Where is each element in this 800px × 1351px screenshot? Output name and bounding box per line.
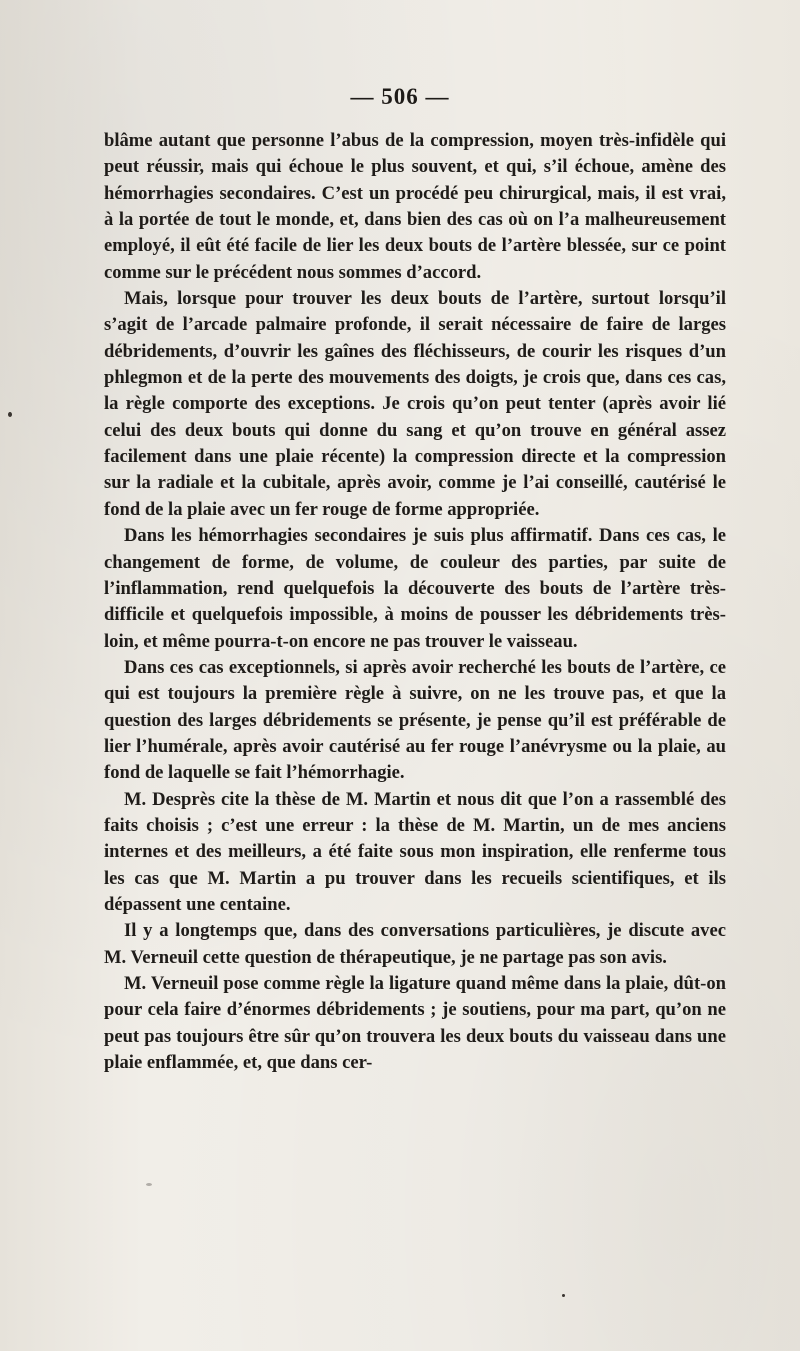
paragraph-3: Dans les hémorrhagies secondaires je suis plus affirmatif. Dans ces cas, le changement de forme, de volume, de couleur des parties, par suite de l’inflammation, rend quelquefois la découverte des bouts de l’artère très-difficile et quelquefois impossible, à moins de pousser les débridements très-loin, et même pourra-t-on encore ne pas trouver le vaisseau.: [104, 525, 726, 652]
paper-speck: [562, 1294, 565, 1297]
page-number: — 506 —: [350, 84, 450, 109]
paper-speck: [8, 412, 12, 417]
paragraph-4: Dans ces cas exceptionnels, si après avoir recherché les bouts de l’artère, ce qui est toujours la première règle à suivre, on ne les trouve pas, et que la question des larges débridements se présente, je pense qu’il est préférable de lier l’humérale, après avoir cautérisé au fer rouge l’anévrysme ou la plaie, au fond de laquelle se fait l’hémorrhagie.: [104, 656, 726, 784]
paragraph-2: Mais, lorsque pour trouver les deux bouts de l’artère, surtout lorsqu’il s’agit de l’arcade palmaire profonde, il serait nécessaire de faire de larges débridements, d’ouvrir les gaînes des fléchisseurs, de courir les risques d’un phlegmon et de la perte des mouvements des doigts, je crois que, dans ces cas, la règle comporte des exceptions. Je crois qu’on peut tenter (après avoir lié celui des deux bouts qui donne du sang et qu’on trouve en général assez facilement dans une plaie récente) la compression directe et la compression sur la radiale et la cubitale, après avoir, comme je l’ai conseillé, cautérisé le fond de la plaie avec un fer rouge de forme appropriée.: [104, 288, 726, 520]
paper-speck: [146, 1183, 152, 1186]
paragraph-7: M. Verneuil pose comme règle la ligature quand même dans la plaie, dût-on pour cela faire d’énormes débridements ; je soutiens, pour ma part, qu’on ne peut pas toujours être sûr qu’on trouvera les deux bouts du vaisseau dans une plaie enflammée, et, que dans cer-: [104, 973, 726, 1074]
paragraph-5: M. Desprès cite la thèse de M. Martin et nous dit que l’on a rassemblé des faits choisis ; c’est une erreur : la thèse de M. Martin, un de mes anciens internes et des meilleurs, a été faite sous mon inspiration, elle renferme tous les cas que M. Martin a pu trouver dans les recueils scientifiques, et ils dépassent une centaine.: [104, 788, 726, 915]
body-text: [104, 128, 726, 1076]
paragraph-6: Il y a longtemps que, dans des conversations particulières, je discute avec M. Verneuil cette question de thérapeutique, je ne partage pas son avis.: [104, 920, 726, 968]
paragraph-1: blâme autant que personne l’abus de la compression, moyen très-infidèle qui peut réussir, mais qui échoue le plus souvent, et qui, s’il échoue, amène des hémorrhagies secondaires. C’est un procédé peu chirurgical, mais, il est vrai, à la portée de tout le monde, et, dans bien des cas où on l’a malheureusement employé, il eût été facile de lier les deux bouts de l’artère blessée, sur ce point comme sur le précédent nous sommes d’accord.: [104, 130, 726, 283]
